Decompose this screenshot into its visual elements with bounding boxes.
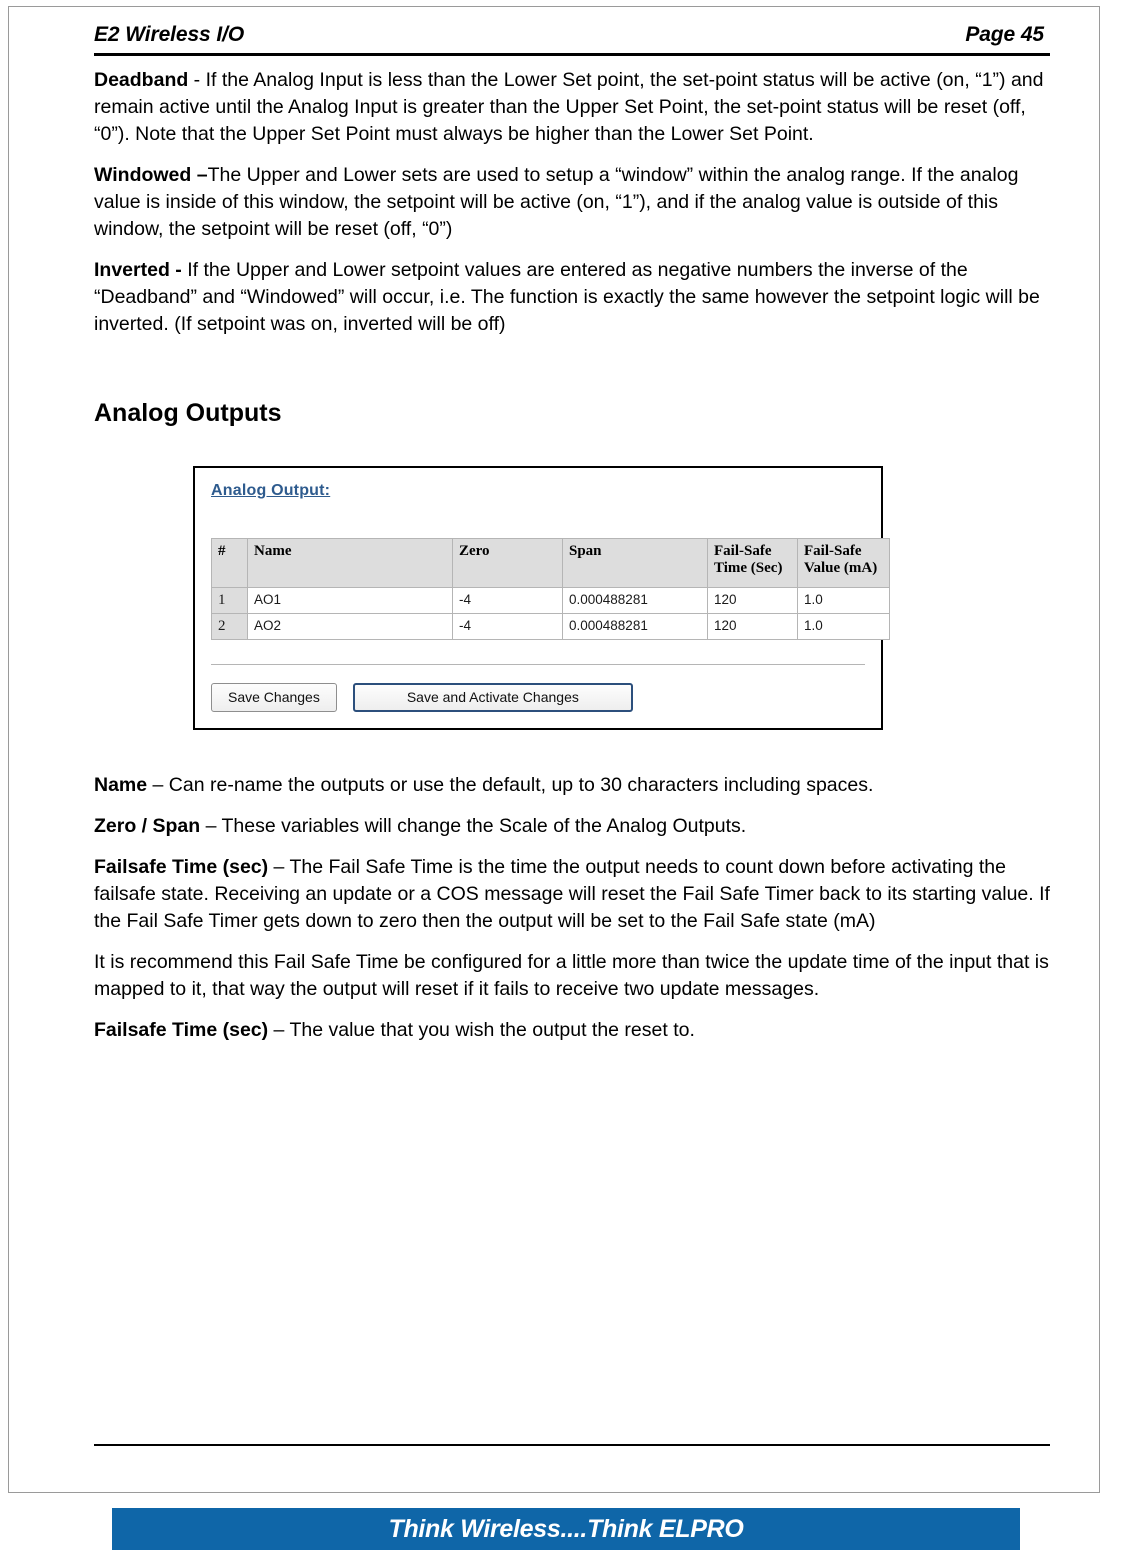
term-inverted: Inverted - — [94, 259, 182, 281]
paragraph-inverted — [94, 257, 1050, 338]
text-failsafe-time: – The Fail Safe Time is the time the output needs to count down before activating the failsafe state. Receiving an update or a COS message will reset the Fail Safe Timer back to its starting value. If the Fail Safe Timer gets down to zero then the output will be set to the Fail Safe state (mA) — [94, 856, 1050, 932]
cell-zero[interactable]: -4 — [453, 614, 563, 640]
text-deadband: - If the Analog Input is less than the Lower Set point, the set-point status will be active (on, “1”) and remain active until the Analog Input is greater than the Upper Set Point, the set-point status will be reset (off, “0”). Note that the Upper Set Point must always be higher than the Lower Set Point. — [94, 69, 1044, 145]
figure-divider — [211, 664, 865, 665]
text-recommendation: It is recommend this Fail Safe Time be configured for a little more than twice the update time of the input that is mapped to it, that way the output will reset if it fails to receive two update messages. — [94, 951, 1049, 1000]
figure-title-link[interactable]: Analog Output: — [211, 482, 331, 499]
term-failsafe-value: Failsafe Time (sec) — [94, 1019, 269, 1041]
column-header-zero: Zero — [453, 539, 563, 588]
term-name: Name — [94, 774, 148, 796]
analog-output-screenshot-figure — [193, 466, 883, 730]
spacer — [94, 428, 1050, 466]
spacer — [94, 730, 1050, 772]
header-rule — [94, 53, 1050, 56]
paragraph-name — [94, 772, 1050, 799]
text-inverted: If the Upper and Lower setpoint values are entered as negative numbers the inverse of the “Deadband” and “Windowed” will occur, i.e. The function is exactly the same however the setpoint logic will be inverted. (If setpoint was on, inverted will be off) — [94, 259, 1040, 335]
paragraph-zero-span — [94, 813, 1050, 840]
term-zero-span: Zero / Span — [94, 815, 201, 837]
cell-index: 1 — [212, 588, 248, 614]
table-row — [212, 614, 890, 640]
text-failsafe-value: – The value that you wish the output the reset to. — [268, 1019, 695, 1041]
page-content — [94, 22, 1050, 1058]
paragraph-deadband — [94, 67, 1050, 148]
paragraph-failsafe-time — [94, 854, 1050, 935]
paragraph-windowed — [94, 162, 1050, 243]
term-deadband: Deadband — [94, 69, 189, 91]
text-zero-span: – These variables will change the Scale of the Analog Outputs. — [200, 815, 747, 837]
cell-name[interactable]: AO1 — [248, 588, 453, 614]
cell-span[interactable]: 0.000488281 — [563, 614, 708, 640]
table-header-row — [212, 539, 890, 588]
save-and-activate-changes-button[interactable]: Save and Activate Changes — [353, 683, 633, 712]
table-row — [212, 588, 890, 614]
column-header-failsafe-time: Fail-Safe Time (Sec) — [708, 539, 798, 588]
cell-failsafe-time[interactable]: 120 — [708, 588, 798, 614]
analog-output-table — [211, 538, 890, 640]
footer-banner-text: Think Wireless....Think ELPRO — [388, 1514, 744, 1543]
column-header-failsafe-value: Fail-Safe Value (mA) — [798, 539, 890, 588]
text-windowed: The Upper and Lower sets are used to setup a “window” within the analog range. If the analog value is inside of this window, the setpoint will be active (on, “1”), and if the analog value is outside of this window, the setpoint will be reset (off, “0”) — [94, 164, 1019, 240]
running-header — [94, 22, 1050, 48]
cell-failsafe-value[interactable]: 1.0 — [798, 614, 890, 640]
cell-span[interactable]: 0.000488281 — [563, 588, 708, 614]
cell-name[interactable]: AO2 — [248, 614, 453, 640]
column-header-span: Span — [563, 539, 708, 588]
paragraph-recommendation — [94, 949, 1050, 1003]
section-heading-analog-outputs: Analog Outputs — [94, 399, 282, 427]
footer-banner — [112, 1508, 1020, 1550]
term-failsafe-time: Failsafe Time (sec) — [94, 856, 269, 878]
term-windowed: Windowed – — [94, 164, 208, 186]
cell-failsafe-value[interactable]: 1.0 — [798, 588, 890, 614]
paragraph-failsafe-value — [94, 1017, 1050, 1044]
cell-failsafe-time[interactable]: 120 — [708, 614, 798, 640]
page-number: Page 45 — [965, 23, 1044, 46]
column-header-name: Name — [248, 539, 453, 588]
document-title: E2 Wireless I/O — [94, 23, 245, 46]
cell-index: 2 — [212, 614, 248, 640]
figure-button-row — [211, 683, 865, 712]
column-header-index: # — [212, 539, 248, 588]
footer-rule — [94, 1444, 1050, 1446]
spacer — [94, 352, 1050, 398]
save-changes-button[interactable]: Save Changes — [211, 683, 337, 712]
text-name: – Can re-name the outputs or use the default, up to 30 characters including spaces. — [147, 774, 874, 796]
cell-zero[interactable]: -4 — [453, 588, 563, 614]
